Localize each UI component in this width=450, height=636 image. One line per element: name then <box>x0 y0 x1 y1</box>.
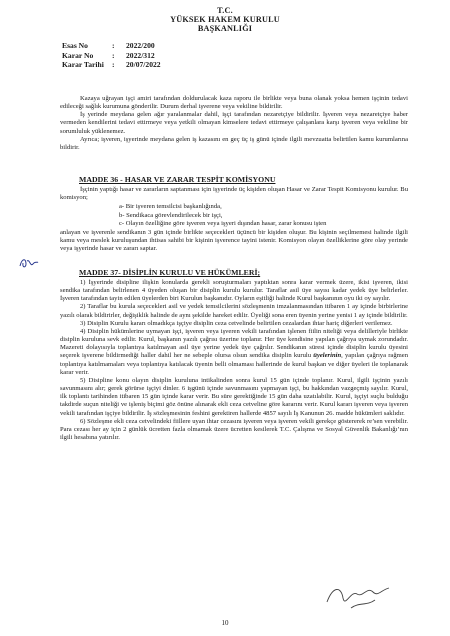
meta-karar-tarihi: Karar Tarihi : 20/07/2022 <box>62 60 161 69</box>
article-36-item-b: b- Sendikaca görevlendirilecek bir işçi, <box>119 211 223 219</box>
meta-karar-no: Karar No : 2022/312 <box>62 50 155 60</box>
top-paragraphs <box>60 95 408 152</box>
paragraph: 5) Disipline konu olayın disiplin kuruluna intikalinden sonra kurul 15 gün içinde toplanır. Kurul, ilgili işçinin yazılı savunmasını alır; gerek görürse işçiyi dinler. 6 işgünü içinde savunmasını yapmayan işçi, bu hakkından vazgeçmiş sayılır. Kurul, ilk toplantı tarihinden itibaren 15 gün içinde karar verir. Bu süre gerektiğinde 15 gün daha uzatılabilir. Kurul, işçiyi suçlu bulduğu takdirde suçun niteliği ve işleniş biçimi göz önüne alınarak ekli ceza cetveline göre kararını verir. Kurul kararı işveren veya işveren vekili tarafından işçiye bildirilir. İş sözleşmesinin feshini gerektiren hallerde 4857 sayılı İş Kanunun 26. madde hükümleri saklıdır. <box>60 376 408 417</box>
header-tc: T.C. <box>217 6 233 15</box>
article-36-intro: İşçinin yaptığı hasar ve zararların saptanması için işyerinde üç kişiden oluşan Hasar ve Zarar Tespit Komisyonu kurulur. Bu komisyon; <box>60 186 408 202</box>
article-36-item-a: a- Bir işveren temsilcisi başkanlığında, <box>119 203 222 210</box>
header-department: BAŞKANLIĞI <box>197 24 253 33</box>
paragraph: Kazaya uğrayan işçi amiri tarafından doldurulacak kaza raporu ile birlikte veya buna olanak yoksa hemen işçinin tedavi edileceği sağlık kurumuna gönderilir. Durum derhal işverene veya vekiline bildirilir. <box>60 95 408 111</box>
paragraph: 2) Taraflar bu kurula seçecekleri asil ve yedek temsilcilerini sözleşmenin imzalanmasından itibaren 1 ay içinde birbirlerine yazılı olarak bildirirler, değişiklik halinde de aynı şekilde hareket edilir. Üyeliği sona eren üyenin yerine yenisi 1 ay içinde bildirilir. <box>60 303 408 319</box>
paragraph: İş yerinde meydana gelen ağır yaralanmalar dahil, işçi tarafından nezaretçiye bildirilir. İşveren veya nezaretçiye haber vermeden kendilerini tedavi ettirmeye veya yetkili olmayan kimselere tedavi ettirmeye çalışanlara karşı işveren veya vekiline bir sorumluluk yüklenemez. <box>60 111 408 135</box>
meta-esas-no: Esas No : 2022/200 <box>62 41 155 50</box>
signature-scribble-icon <box>323 580 393 614</box>
article-36-title: MADDE 36 - HASAR VE ZARAR TESPİT KOMİSYONU <box>79 175 276 184</box>
article-36-item-c: c- Olayın özelliğine göre işveren veya işyeri dışından hasar, zarar konusu işten <box>119 220 327 227</box>
article-36-rest: anlayan ve işverenle sendikanın 3 gün içinde birlikte seçecekleri üçüncü bir kişiden oluşur. Bu kişinin seçilmemesi halinde ilgili kamu veya meslek kuruluşundan ihtisas sahibi bir kişinin işverence tayini istenir. Komisyon olayın özelliklerine göre olay yerinde veya işyerinde hasar ve zararı saptar. <box>60 228 408 252</box>
paragraph: 3) Disiplin Kurulu kararı olmadıkça işçiye disiplin ceza cetvelinde belirtilen cezalardan ihtar hariç diğerleri verilemez. <box>80 319 393 327</box>
page-number: 10 <box>221 619 229 627</box>
paragraph: Ayrıca; işveren, işyerinde meydana gelen iş kazasını en geç üç iş günü içinde ilgili mevzuatta belirtilen kamu kurumlarına bildirir. <box>60 135 408 151</box>
article-37-body <box>60 279 408 442</box>
header-institution: YÜKSEK HAKEM KURULU <box>170 15 280 24</box>
handwritten-annotation-icon <box>18 255 40 271</box>
paragraph: 4) Disiplin hükümlerine uymayan işçi, işveren veya işveren vekili tarafından işlenen fiilin niteliği veya delilleriyle birlikte disiplin kuruluna sevk edilir. Kurul, başkanın yazılı çağrısı üzerine toplanır. Her üye kendisine yapılan çağrıya uymak zorundadır. Mazereti dolayısıyla toplantıya katılmayan asil üye yerine yedek üye çağrılır. Sendikanın süresi içinde disiplin kurulu üyesini seçerek işverene bildirmediği haller dahil her ne sebeple olursa olsun sendika disiplin kurulu üyelerinin, yapılan çağrıya rağmen toplantıya katılmamaları veya toplantıya katılacak üyenin belli olmaması hallerinde de kurul başkan ve diğer üyeleri ile toplanarak karar verir. <box>60 327 408 376</box>
article-37-title: MADDE 37- DİSİPLİN KURULU VE HÜKÜMLERİ; <box>79 268 261 277</box>
paragraph: 6) Sözleşme ekli ceza cetvelindeki fiillere uyan ihtar cezasını işveren veya işveren vekili gerekçe göstererek re’sen verebilir. Para cezası her ay için 2 günlük ücretten fazla olmamak üzere ücretten kesilerek T.C. Çalışma ve Sosyal Güvenlik Bakanlığı’nın ilgili hesabına yatırılır. <box>60 417 408 441</box>
paragraph: 1) İşyerinde disipline ilişkin konularda gerekli soruşturmaları yaptıktan sonra karar vermek üzere, ikisi işveren, ikisi sendika tarafından belirlenen 4 üyeden oluşan bir disiplin kurulu kurulur. Taraflar asil üye sayısı kadar yedek üye belirlerler. İşveren tarafından tayin edilen üyelerden biri Kurulun başkanıdır. Oyların eşitliği halinde Kurul başkanının oyu iki oy sayılır. <box>60 279 408 303</box>
